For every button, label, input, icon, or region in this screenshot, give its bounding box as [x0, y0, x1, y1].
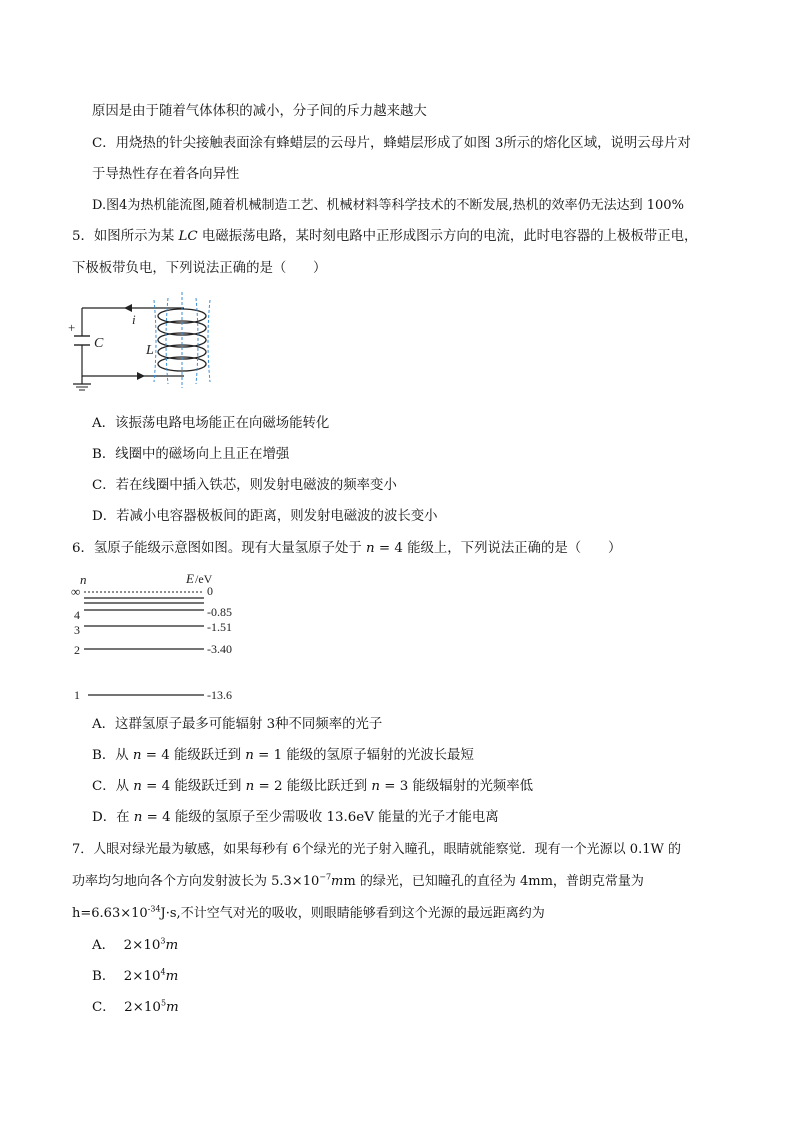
magnetic-field-lines	[154, 292, 210, 388]
text: = 4 能级跃迁到	[141, 748, 246, 763]
q4-option-d	[92, 197, 684, 215]
level-n-1: 1	[74, 688, 80, 702]
q6-option-d	[92, 809, 499, 827]
level-e-inf: 0	[207, 584, 213, 598]
q5-option-b	[92, 446, 289, 464]
current-label: i	[132, 312, 136, 327]
n-symbol: n	[245, 779, 255, 794]
text: B．从	[92, 748, 133, 763]
text: 5．如图所示为某	[72, 229, 179, 244]
q7-stem-line3	[72, 905, 545, 923]
plus-sign: +	[68, 320, 76, 335]
q7-option-a	[92, 937, 178, 955]
text: = 1 能级的氢原子辐射的光波长最短	[253, 748, 474, 763]
exponent: -34	[147, 904, 161, 914]
n-symbol: n	[365, 541, 375, 556]
text: D．若减小电容器极板间的距离，则发射电磁波的波长变小	[92, 509, 438, 524]
text: B．线圈中的磁场向上且正在增强	[92, 447, 290, 462]
unit-symbol: m	[165, 969, 179, 984]
level-e-2: -3.40	[207, 642, 232, 656]
q6-option-b	[92, 747, 474, 765]
text: 下极板带负电，下列说法正确的是（ ）	[72, 261, 327, 276]
text: = 2 能级比跃迁到	[254, 779, 372, 794]
text: J·s,不计空气对光的吸收，则眼睛能够看到这个光源的最远距离约为	[160, 906, 545, 921]
lc-circuit-figure	[64, 288, 224, 408]
text: 原因是由于随着气体体积的减小，分子间的斥力越来越大	[92, 104, 427, 119]
q6-option-a	[92, 716, 382, 734]
n-symbol: n	[245, 748, 254, 763]
q5-option-a	[92, 415, 329, 433]
text: 电磁振荡电路，某时刻电路中正形成图示方向的电流，此时电容器的上极板带正电，	[197, 229, 698, 244]
text: = 4 能级上，下列说法正确的是（ ）	[374, 541, 622, 556]
q5-stem-line1	[72, 228, 697, 246]
unit-symbol: m	[166, 1000, 179, 1015]
text: B． 2×10	[92, 969, 161, 984]
text: A．这群氢原子最多可能辐射 3种不同频率的光子	[92, 717, 383, 732]
q5-option-c	[92, 477, 397, 495]
text: 于导热性存在着各向异性	[92, 167, 240, 182]
text: C．若在线圈中插入铁芯，则发射电磁波的频率变小	[92, 478, 397, 493]
text: C．从	[92, 779, 134, 794]
text: h=6.63×10	[72, 906, 148, 921]
text: A．该振荡电路电场能正在向磁场能转化	[92, 416, 330, 431]
exponent: −7	[319, 872, 332, 882]
q5-option-d	[92, 508, 438, 526]
q6-option-c	[92, 778, 533, 796]
q6-stem	[72, 540, 621, 558]
text: m 的绿光，已知瞳孔的直径为 4mm，普朗克常量为	[343, 874, 644, 889]
exponent: 5	[160, 998, 167, 1008]
level-n-3: 3	[74, 623, 80, 637]
current-arrow-bottom	[137, 372, 145, 380]
q4-option-c-line1	[92, 135, 691, 153]
e-axis-unit: /eV	[195, 572, 213, 586]
text: 功率均匀地向各个方向发射波长为 5.3×10	[72, 874, 320, 889]
q7-option-c	[92, 999, 179, 1017]
unit-symbol: m	[165, 938, 179, 953]
current-arrow-top	[124, 304, 132, 312]
n-symbol: n	[133, 779, 142, 794]
text: D．在	[92, 810, 134, 825]
text: = 4 能级跃迁到	[141, 779, 246, 794]
inductor-label: L	[146, 343, 154, 358]
q4-option-c-line2	[92, 166, 239, 184]
text: 7．人眼对绿光最为敏感，如果每秒有 6个绿光的光子射入瞳孔，眼睛就能察觉．现有一个光源以 0.1W 的	[72, 842, 681, 857]
q5-stem-line2	[72, 260, 326, 278]
n-symbol: n	[371, 779, 380, 794]
energy-level-diagram	[66, 568, 246, 704]
e-axis-label: E	[186, 571, 194, 586]
text: A． 2×10	[92, 938, 161, 953]
q7-stem-line1	[72, 841, 681, 859]
q4-option-b-continuation	[92, 103, 427, 121]
level-e-4: -0.85	[207, 605, 232, 619]
n-axis-label: n	[80, 572, 87, 587]
capacitor-label: C	[94, 336, 104, 351]
level-e-3: -1.51	[207, 620, 232, 634]
lc-symbol: LC	[178, 229, 198, 244]
text: = 4 能级的氢原子至少需吸收 13.6eV 能量的光子才能电离	[142, 810, 499, 825]
text: C． 2×10	[92, 1000, 161, 1015]
n-symbol: n	[132, 748, 142, 763]
exponent: 3	[160, 936, 166, 946]
unit-symbol: m	[331, 874, 344, 889]
q7-option-b	[92, 968, 178, 986]
level-n-inf: ∞	[71, 584, 81, 599]
level-n-2: 2	[74, 643, 80, 657]
level-n-4: 4	[74, 608, 80, 622]
text: = 3 能级辐射的光频率低	[380, 779, 534, 794]
n-symbol: n	[133, 810, 143, 825]
exponent: 4	[160, 967, 166, 977]
q7-stem-line2	[72, 873, 644, 891]
text: C．用烧热的针尖接触表面涂有蜂蜡层的云母片，蜂蜡层形成了如图 3所示的熔化区域，说明云母片对	[92, 136, 691, 151]
level-e-1: -13.6	[207, 688, 232, 702]
text: D.图4为热机能流图,随着机械制造工艺、机械材料等科学技术的不断发展,热机的效率仍无法达到 100%	[92, 198, 684, 213]
text: 6．氢原子能级示意图如图。现有大量氢原子处于	[72, 541, 366, 556]
